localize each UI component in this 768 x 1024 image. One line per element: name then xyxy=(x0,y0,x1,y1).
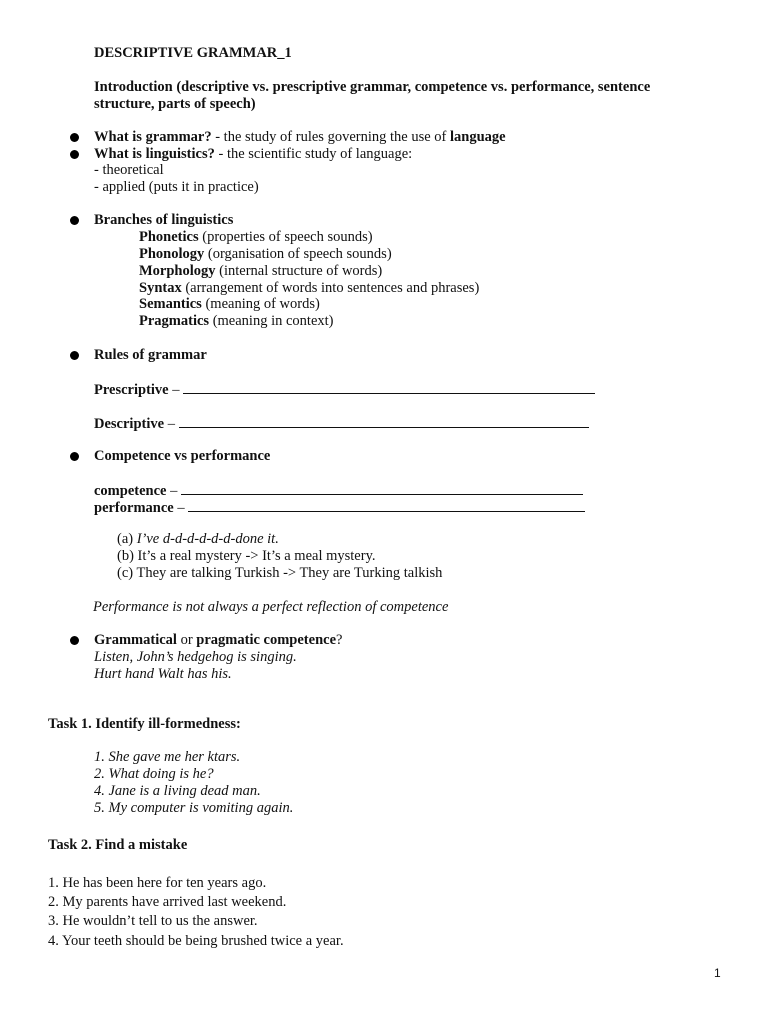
gram-prag-example-2: Hurt hand Walt has his. xyxy=(94,666,232,682)
example-item xyxy=(117,531,279,548)
gram-prag-question xyxy=(94,632,342,649)
example-text: It’s a real mystery -> It’s a meal mystery. xyxy=(137,548,376,564)
example-item xyxy=(117,565,442,582)
task1-item: 5. My computer is vomiting again. xyxy=(94,800,294,816)
bullet-icon xyxy=(70,150,79,159)
branch-term: Semantics xyxy=(139,296,202,312)
or-text: or xyxy=(176,632,197,648)
grammar-text: - the study of rules governing the use of xyxy=(211,129,450,145)
example-label: (c) xyxy=(117,565,134,581)
bullet-icon xyxy=(70,636,79,645)
grammar-bold-end: language xyxy=(450,129,506,145)
performance-label: performance xyxy=(94,500,174,516)
task1-item: 1. She gave me her ktars. xyxy=(94,749,241,765)
answer-blank[interactable] xyxy=(181,481,583,495)
example-label: (b) xyxy=(117,548,134,564)
branch-item xyxy=(139,296,320,313)
task1-item: 4. Jane is a living dead man. xyxy=(94,783,261,799)
gram-prag-example-1: Listen, John’s hedgehog is singing. xyxy=(94,649,297,665)
linguistics-sub-1: - theoretical xyxy=(94,162,164,178)
branch-term: Phonology xyxy=(139,246,205,262)
intro-line-2: structure, parts of speech) xyxy=(94,96,256,112)
dash: – xyxy=(166,483,181,499)
competence-heading: Competence vs performance xyxy=(94,448,271,464)
pragmatic-term: pragmatic competence xyxy=(196,632,337,648)
linguistics-term: What is linguistics? xyxy=(94,146,215,162)
branch-desc: (meaning in context) xyxy=(209,313,334,329)
answer-blank[interactable] xyxy=(188,498,585,512)
task1-item: 2. What doing is he? xyxy=(94,766,214,782)
branch-item xyxy=(139,263,382,280)
linguistics-sub-2: - applied (puts it in practice) xyxy=(94,179,259,195)
task2-item: 3. He wouldn’t tell to us the answer. xyxy=(48,913,258,929)
performance-note: Performance is not always a perfect reflection of competence xyxy=(93,599,449,615)
branch-desc: (internal structure of words) xyxy=(215,263,383,279)
page-number: 1 xyxy=(714,966,721,980)
task2-heading: Task 2. Find a mistake xyxy=(48,837,188,853)
performance-line xyxy=(94,498,585,517)
intro-line-1: Introduction (descriptive vs. prescriptive grammar, competence vs. performance, sentence xyxy=(94,79,651,95)
linguistics-text: - the scientific study of language: xyxy=(214,146,413,162)
branch-desc: (arrangement of words into sentences and phrases) xyxy=(181,280,480,296)
example-text: I’ve d-d-d-d-d-d-done it. xyxy=(136,531,279,547)
branch-desc: (meaning of words) xyxy=(201,296,320,312)
descriptive-label: Descriptive xyxy=(94,416,165,432)
prescriptive-label: Prescriptive xyxy=(94,382,169,398)
dash: – xyxy=(164,416,179,432)
grammar-term: What is grammar? xyxy=(94,129,212,145)
task2-item: 2. My parents have arrived last weekend. xyxy=(48,894,287,910)
branch-desc: (organisation of speech sounds) xyxy=(204,246,392,262)
branch-item xyxy=(139,280,479,297)
task2-item: 1. He has been here for ten years ago. xyxy=(48,875,267,891)
bullet-icon xyxy=(70,452,79,461)
branch-term: Syntax xyxy=(139,280,182,296)
branches-heading: Branches of linguistics xyxy=(94,212,234,228)
prescriptive-line xyxy=(94,380,595,399)
bullet-icon xyxy=(70,351,79,360)
example-item xyxy=(117,548,376,565)
descriptive-line xyxy=(94,414,589,433)
task2-item: 4. Your teeth should be being brushed twice a year. xyxy=(48,933,344,949)
answer-blank[interactable] xyxy=(183,380,595,394)
branch-item xyxy=(139,229,373,246)
branch-term: Morphology xyxy=(139,263,216,279)
branch-desc: (properties of speech sounds) xyxy=(198,229,373,245)
grammatical-term: Grammatical xyxy=(94,632,177,648)
task1-heading: Task 1. Identify ill-formedness: xyxy=(48,716,241,732)
question-mark: ? xyxy=(336,632,343,648)
branch-item xyxy=(139,313,333,330)
rules-heading: Rules of grammar xyxy=(94,347,207,363)
linguistics-definition xyxy=(94,146,412,163)
grammar-definition xyxy=(94,129,506,146)
competence-label: competence xyxy=(94,483,167,499)
branch-item xyxy=(139,246,392,263)
doc-title: DESCRIPTIVE GRAMMAR_1 xyxy=(94,45,292,61)
branch-term: Pragmatics xyxy=(139,313,210,329)
example-text: They are talking Turkish -> They are Turking talkish xyxy=(136,565,443,581)
bullet-icon xyxy=(70,133,79,142)
branch-term: Phonetics xyxy=(139,229,199,245)
example-label: (a) xyxy=(117,531,134,547)
bullet-icon xyxy=(70,216,79,225)
answer-blank[interactable] xyxy=(179,414,589,428)
dash: – xyxy=(168,382,184,398)
dash: – xyxy=(173,500,189,516)
